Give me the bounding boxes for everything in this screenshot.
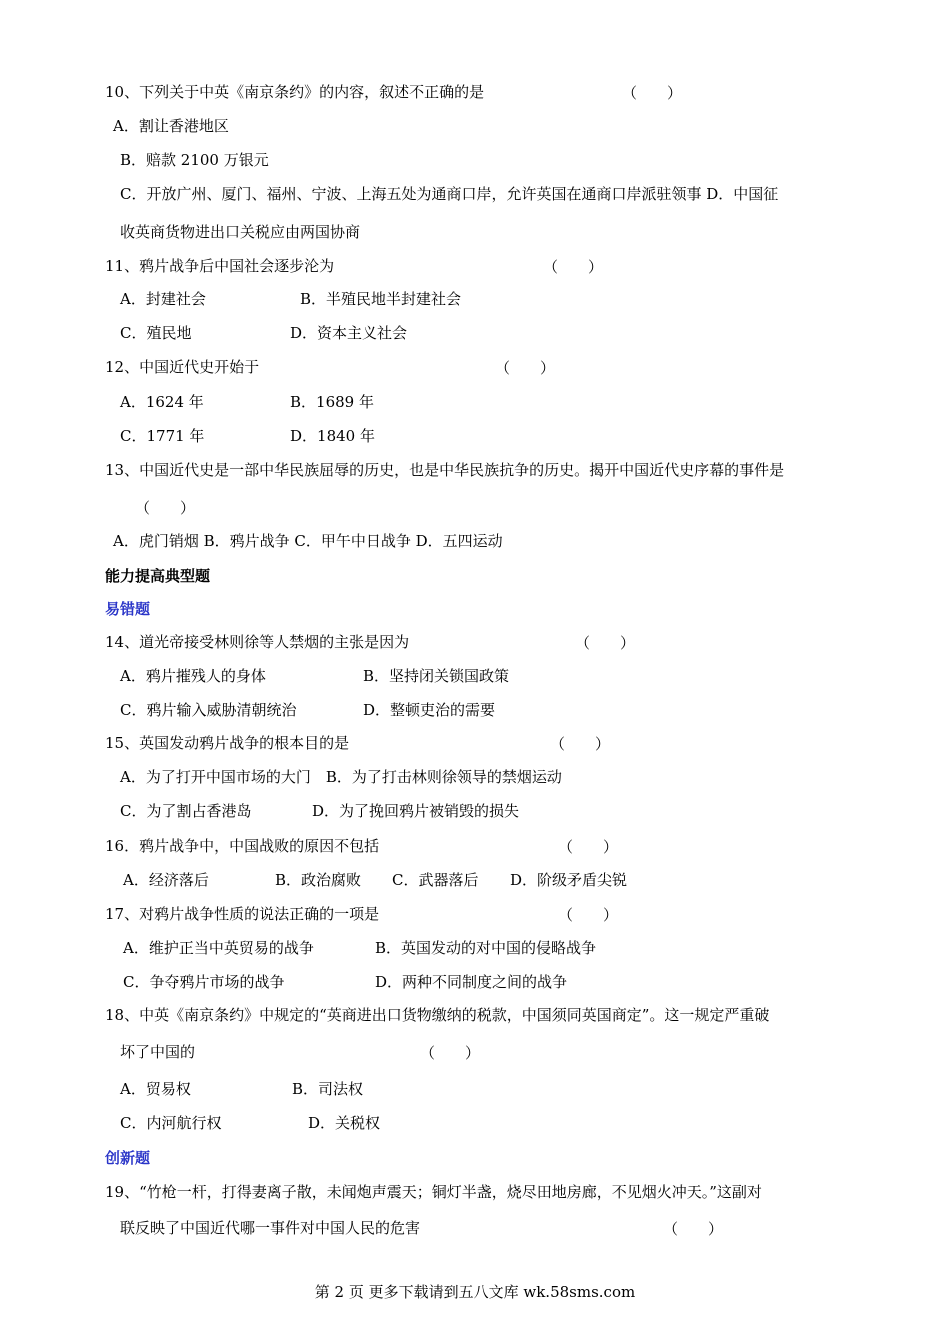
q15-option-a-b: A．为了打开中国市场的大门 B．为了打击林则徐领导的禁烟运动	[120, 768, 562, 786]
q12-stem: 12、中国近代史开始于	[105, 358, 260, 376]
q19-stem-line1: 19、“竹枪一杆，打得妻离子散，未闻炮声震天；铜灯半盏，烧尽田地房廊，不见烟火冲天。”这副对	[105, 1183, 762, 1201]
q14-option-b: B．坚持闭关锁国政策	[363, 667, 510, 685]
q11-option-b: B．半殖民地半封建社会	[300, 290, 462, 308]
q18-option-d: D．关税权	[308, 1114, 381, 1132]
q11-option-a: A．封建社会	[120, 290, 206, 308]
page-footer: 第 2 页 更多下载请到五八文库 wk.58sms.com	[314, 1283, 636, 1301]
q14-stem: 14、道光帝接受林则徐等人禁烟的主张是因为	[105, 633, 410, 651]
q17-option-d: D．两种不同制度之间的战争	[375, 973, 568, 991]
q12-option-d: D．1840 年	[290, 427, 375, 445]
q15-stem: 15、英国发动鸦片战争的根本目的是	[105, 734, 350, 752]
q16-option-c: C．武器落后	[392, 871, 479, 889]
q13-answer-bracket: （ ）	[135, 499, 196, 517]
q17-option-b: B．英国发动的对中国的侵略战争	[375, 939, 597, 957]
q10-stem: 10、下列关于中英《南京条约》的内容，叙述不正确的是	[105, 83, 485, 101]
q17-stem: 17、对鸦片战争性质的说法正确的一项是	[105, 905, 380, 923]
q16-option-a: A．经济落后	[123, 871, 209, 889]
q19-stem-line2: 联反映了中国近代哪一事件对中国人民的危害	[120, 1219, 421, 1237]
q18-option-b: B．司法权	[292, 1080, 364, 1098]
q17-option-c: C．争夺鸦片市场的战争	[123, 973, 285, 991]
q14-answer-bracket: （ ）	[575, 634, 636, 652]
q18-stem-line1: 18、中英《南京条约》中规定的“英商进出口货物缴纳的税款，中国须同英国商定”。这一规定严重破	[105, 1006, 770, 1024]
q12-option-b: B．1689 年	[290, 393, 374, 411]
q15-option-d: D．为了挽回鸦片被销毁的损失	[312, 802, 520, 820]
q17-answer-bracket: （ ）	[558, 906, 619, 924]
q16-answer-bracket: （ ）	[558, 838, 619, 856]
subsection-easy-mistakes: 易错题	[105, 600, 151, 618]
q10-answer-bracket: （ ）	[622, 84, 683, 102]
section-title: 能力提高典型题	[105, 567, 211, 585]
q11-option-d: D．资本主义社会	[290, 324, 408, 342]
q11-option-c: C．殖民地	[120, 324, 192, 342]
q16-option-d: D．阶级矛盾尖锐	[510, 871, 628, 889]
q14-option-d: D．整顿吏治的需要	[363, 701, 496, 719]
q18-option-c: C．内河航行权	[120, 1114, 222, 1132]
q14-option-a: A．鸦片摧残人的身体	[120, 667, 266, 685]
q18-answer-bracket: （ ）	[420, 1044, 481, 1062]
q14-option-c: C．鸦片输入威胁清朝统治	[120, 701, 297, 719]
q18-stem-line2: 坏了中国的	[120, 1043, 196, 1061]
q11-answer-bracket: （ ）	[543, 258, 604, 276]
q10-option-d-cont: 收英商货物进出口关税应由两国协商	[120, 223, 361, 241]
subsection-innovation: 创新题	[105, 1149, 151, 1167]
q10-option-b: B．赔款 2100 万银元	[120, 151, 269, 169]
q10-option-a: A．割让香港地区	[113, 117, 229, 135]
q17-option-a: A．维护正当中英贸易的战争	[123, 939, 314, 957]
q10-option-c-d: C．开放广州、厦门、福州、宁波、上海五处为通商口岸，允许英国在通商口岸派驻领事 D．中国征	[120, 185, 779, 203]
q18-option-a: A．贸易权	[120, 1080, 191, 1098]
q13-stem: 13、中国近代史是一部中华民族屈辱的历史，也是中华民族抗争的历史。揭开中国近代史序幕的事件是	[105, 461, 785, 479]
q16-option-b: B．政治腐败	[275, 871, 362, 889]
q19-answer-bracket: （ ）	[663, 1220, 724, 1238]
q15-answer-bracket: （ ）	[550, 735, 611, 753]
q13-options: A．虎门销烟 B．鸦片战争 C．甲午中日战争 D．五四运动	[113, 532, 503, 550]
q15-option-c: C．为了割占香港岛	[120, 802, 252, 820]
q16-stem: 16．鸦片战争中，中国战败的原因不包括	[105, 837, 380, 855]
q12-option-a: A．1624 年	[120, 393, 204, 411]
q12-answer-bracket: （ ）	[495, 359, 556, 377]
q11-stem: 11、鸦片战争后中国社会逐步沦为	[105, 257, 335, 275]
q12-option-c: C．1771 年	[120, 427, 205, 445]
